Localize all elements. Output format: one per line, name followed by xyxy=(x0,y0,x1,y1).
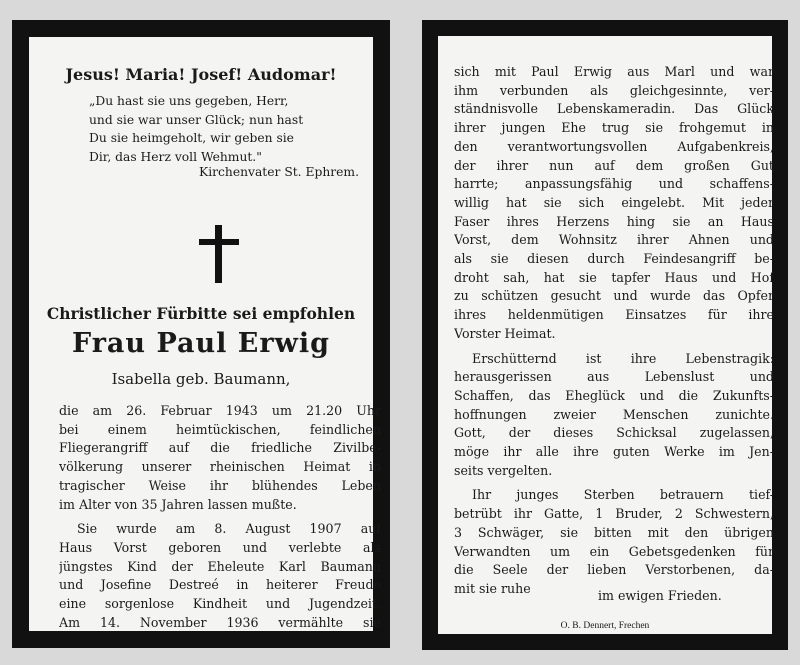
text-line: Verwandten um ein Gebetsgedenken für xyxy=(454,543,774,559)
quote-attribution: Kirchenvater St. Ephrem. xyxy=(199,165,359,179)
text-line: im Alter von 35 Jahren lassen mußte. xyxy=(59,496,297,512)
biography-left xyxy=(59,402,381,632)
text-line: bei einem heimtückischen, feindlichen xyxy=(59,421,381,437)
text-line: der ihrer nun auf dem großen Gut xyxy=(454,157,774,173)
text-line: 3 Schwäger, sie bitten mit den übrigen xyxy=(454,524,774,540)
quote-line: Dir, das Herz voll Wehmut." xyxy=(89,149,262,164)
text-line: die am 26. Februar 1943 um 21.20 Uhr xyxy=(59,403,381,418)
text-line: seits vergelten. xyxy=(454,462,553,478)
text-line: als sie diesen durch Feindesangriff be- xyxy=(454,251,774,267)
text-line: mit sie ruhe xyxy=(454,580,531,596)
text-line: ständnisvolle Lebenskameradin. Das Glück xyxy=(454,101,774,117)
text-line: jüngstes Kind der Eheleute Karl Baumann xyxy=(59,558,381,574)
text-line: willig hat sie sich eingelebt. Mit jeder xyxy=(454,194,774,210)
left-card-page xyxy=(29,37,381,631)
text-line: Haus Vorst geboren und verlebte als xyxy=(59,539,381,555)
closing-phrase: im ewigen Frieden. xyxy=(598,588,722,603)
text-line: Erschütternd ist ihre Lebenstragik: xyxy=(472,350,774,366)
text-line: ihres heldenmütigen Einsatzes für ihre xyxy=(454,307,774,323)
cross-icon xyxy=(199,225,239,283)
scripture-quote xyxy=(89,92,361,166)
text-line: betrübt ihr Gatte, 1 Bruder, 2 Schwestern, xyxy=(454,506,774,522)
text-line: Faser ihres Herzens hing sie an Haus xyxy=(454,213,774,229)
text-line: hoffnungen zweier Menschen zunichte. xyxy=(454,406,774,422)
printer-imprint: O. B. Dennert, Frechen xyxy=(560,621,650,631)
right-card-border xyxy=(422,20,788,650)
text-line: die Seele der lieben Verstorbenen, da- xyxy=(454,562,774,578)
right-card-page xyxy=(438,36,772,634)
text-line: harrte; anpassungsfähig und schaffens- xyxy=(454,176,774,192)
text-line: tragischer Weise ihr blühendes Leben xyxy=(59,477,381,493)
text-line: Schaffen, das Eheglück und die Zukunfts- xyxy=(454,387,774,403)
prayer-recommendation: Christlicher Fürbitte sei empfohlen xyxy=(46,304,356,323)
text-line: ihrer jungen Ehe trug sie frohgemut in xyxy=(454,120,774,136)
text-line: Ihr junges Sterben betrauern tief- xyxy=(472,487,774,503)
text-line: Fliegerangriff auf die friedliche Zivilbe- xyxy=(59,440,381,456)
text-line: Gott, der dieses Schicksal zugelassen, xyxy=(454,425,774,441)
text-line: sich mit Paul Erwig aus Marl und war xyxy=(454,64,774,79)
quote-line: „Du hast sie uns gegeben, Herr, xyxy=(89,94,289,108)
text-line: Vorster Heimat. xyxy=(454,325,556,341)
biography-right xyxy=(454,63,774,599)
invocation-heading: Jesus! Maria! Josef! Audomar! xyxy=(65,65,337,84)
quote-line: und sie war unser Glück; nun hast xyxy=(89,112,304,127)
text-line: Sie wurde am 8. August 1907 auf xyxy=(77,521,381,537)
text-line: und Josefine Destreé in heiterer Freude xyxy=(59,577,381,593)
text-line: möge ihr alle ihre guten Werke im Jen- xyxy=(454,444,774,460)
deceased-name: Frau Paul Erwig xyxy=(72,328,330,359)
text-line: Am 14. November 1936 vermählte sie xyxy=(59,614,381,630)
text-line: völkerung unserer rheinischen Heimat in xyxy=(59,459,381,475)
text-line: ihm verbunden als gleichgesinnte, ver- xyxy=(454,82,774,98)
maiden-name: Isabella geb. Baumann, xyxy=(111,370,291,388)
text-line: den verantwortungsvollen Aufgabenkreis, xyxy=(454,138,774,154)
text-line: herausgerissen aus Lebenslust und xyxy=(454,369,774,385)
left-card-border xyxy=(12,20,390,648)
text-line: droht sah, hat sie tapfer Haus und Hof xyxy=(454,269,774,285)
text-line: eine sorgenlose Kindheit und Jugendzeit. xyxy=(59,596,381,612)
text-line: Vorst, dem Wohnsitz ihrer Ahnen und xyxy=(454,232,774,248)
quote-line: Du sie heimgeholt, wir geben sie xyxy=(89,131,294,145)
text-line: zu schützen gesucht und wurde das Opfer xyxy=(454,288,774,304)
